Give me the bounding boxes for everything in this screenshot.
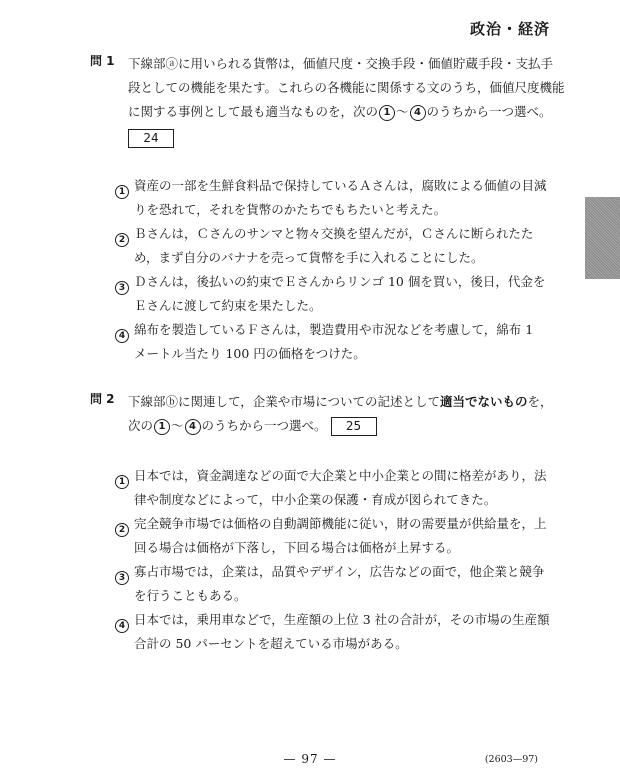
range-end-mark: 4	[185, 419, 201, 435]
option-number-mark: 2	[115, 233, 129, 247]
side-index-tab	[585, 197, 620, 279]
question-2-text	[128, 390, 553, 438]
q1-option-1-line-2: りを恐れて，それを貨幣のかたちでもちたいと考えた。	[134, 202, 447, 217]
range-tilde: 〜	[171, 418, 184, 433]
range-tilde: 〜	[396, 104, 409, 119]
q2-option-3-line-1: 寡占市場では，企業は，品質やデザイン，広告などの面で，他企業と競争	[134, 564, 545, 579]
option-number-mark: 2	[115, 523, 129, 537]
emphasis-not-appropriate: 適当でないもの	[440, 394, 528, 409]
question-1-line-1: 下線部ⓐに用いられる貨幣は，価値尺度・交換手段・価値貯蔵手段・支払手	[128, 56, 554, 71]
q2-option-2	[114, 512, 550, 560]
q1-option-3-line-1: Ｄさんは，後払いの約束でＥさんからリンゴ 10 個を買い，後日，代金を	[134, 274, 546, 289]
option-number-mark: 4	[115, 619, 129, 633]
q2-option-2-line-1: 完全競争市場では価格の自動調節機能に従い，財の需要量が供給量を，上	[134, 516, 547, 531]
q2-option-2-line-2: 回る場合は価格が下落し，下回る場合は価格が上昇する。	[134, 540, 460, 555]
answer-box-25: 25	[331, 417, 377, 436]
q1-option-1	[114, 174, 550, 222]
question-1-options	[90, 174, 550, 366]
question-1	[90, 52, 565, 366]
q1-option-1-line-1: 資産の一部を生鮮食料品で保持しているＡさんは，腐敗による価値の目減	[134, 178, 547, 193]
q1-option-3-line-2: Ｅさんに渡して約束を果たした。	[134, 298, 322, 313]
option-number-mark: 1	[115, 185, 129, 199]
q2-option-1	[114, 464, 550, 512]
question-2-number: 問 2	[90, 392, 115, 406]
option-number-mark: 4	[115, 329, 129, 343]
q2-option-4-line-2: 合計の 50 パーセントを超えている市場がある。	[134, 636, 408, 651]
q1-option-2	[114, 222, 550, 270]
question-2-line-2	[128, 414, 553, 438]
question-1-text	[128, 52, 565, 148]
q1-option-3	[114, 270, 550, 318]
q2-option-4	[114, 608, 550, 656]
question-1-line-2: 段としての機能を果たす。これらの各機能に関係する文のうち，価値尺度機能	[128, 80, 565, 95]
range-start-mark: 1	[154, 419, 170, 435]
q1-option-2-line-1: Ｂさんは，Ｃさんのサンマと物々交換を望んだが，Ｃさんに断られたた	[134, 226, 534, 241]
question-2-tail: のうちから一つ選べ。	[201, 418, 327, 433]
q2-option-3	[114, 560, 550, 608]
exam-code: (2603—97)	[484, 754, 538, 765]
option-number-mark: 1	[115, 475, 129, 489]
q1-option-2-line-2: め，まず自分のバナナを売って貨幣を手に入れることにした。	[134, 250, 484, 265]
question-2-line-1-text: 下線部ⓑに関連して，企業や市場についての記述として	[128, 394, 441, 409]
page-number: — 97 —	[283, 752, 337, 766]
question-2	[90, 390, 553, 656]
q2-option-3-line-2: を行うこともある。	[134, 588, 247, 603]
question-1-line-3	[128, 100, 565, 124]
answer-box-24: 24	[128, 129, 174, 148]
q1-option-4-line-2: メートル当たり 100 円の価格をつけた。	[134, 346, 366, 361]
question-2-options	[90, 464, 550, 656]
option-number-mark: 3	[115, 571, 129, 585]
q2-option-1-line-1: 日本では，資金調達などの面で大企業と中小企業との間に格差があり，法	[134, 468, 547, 483]
q2-option-1-line-2: 律や制度などによって，中小企業の保護・育成が図られてきた。	[134, 492, 497, 507]
q1-option-4	[114, 318, 550, 366]
question-2-line-1	[128, 390, 553, 414]
option-number-mark: 3	[115, 281, 129, 295]
question-1-tail: のうちから一つ選べ。	[426, 104, 552, 119]
subject-header: 政治・経済	[469, 20, 550, 38]
question-1-number: 問 1	[90, 54, 115, 68]
q1-option-4-line-1: 綿布を製造しているＦさんは，製造費用や市況などを考慮して，綿布 1	[134, 322, 534, 337]
range-start-mark: 1	[379, 105, 395, 121]
question-2-line-2-text: 次の	[128, 418, 154, 433]
range-end-mark: 4	[410, 105, 426, 121]
question-1-line-3-text: に関する事例として最も適当なものを，次の	[128, 104, 379, 119]
question-2-line-1-end: を，	[527, 394, 553, 409]
q2-option-4-line-1: 日本では，乗用車などで，生産額の上位 3 社の合計が，その市場の生産額	[134, 612, 550, 627]
